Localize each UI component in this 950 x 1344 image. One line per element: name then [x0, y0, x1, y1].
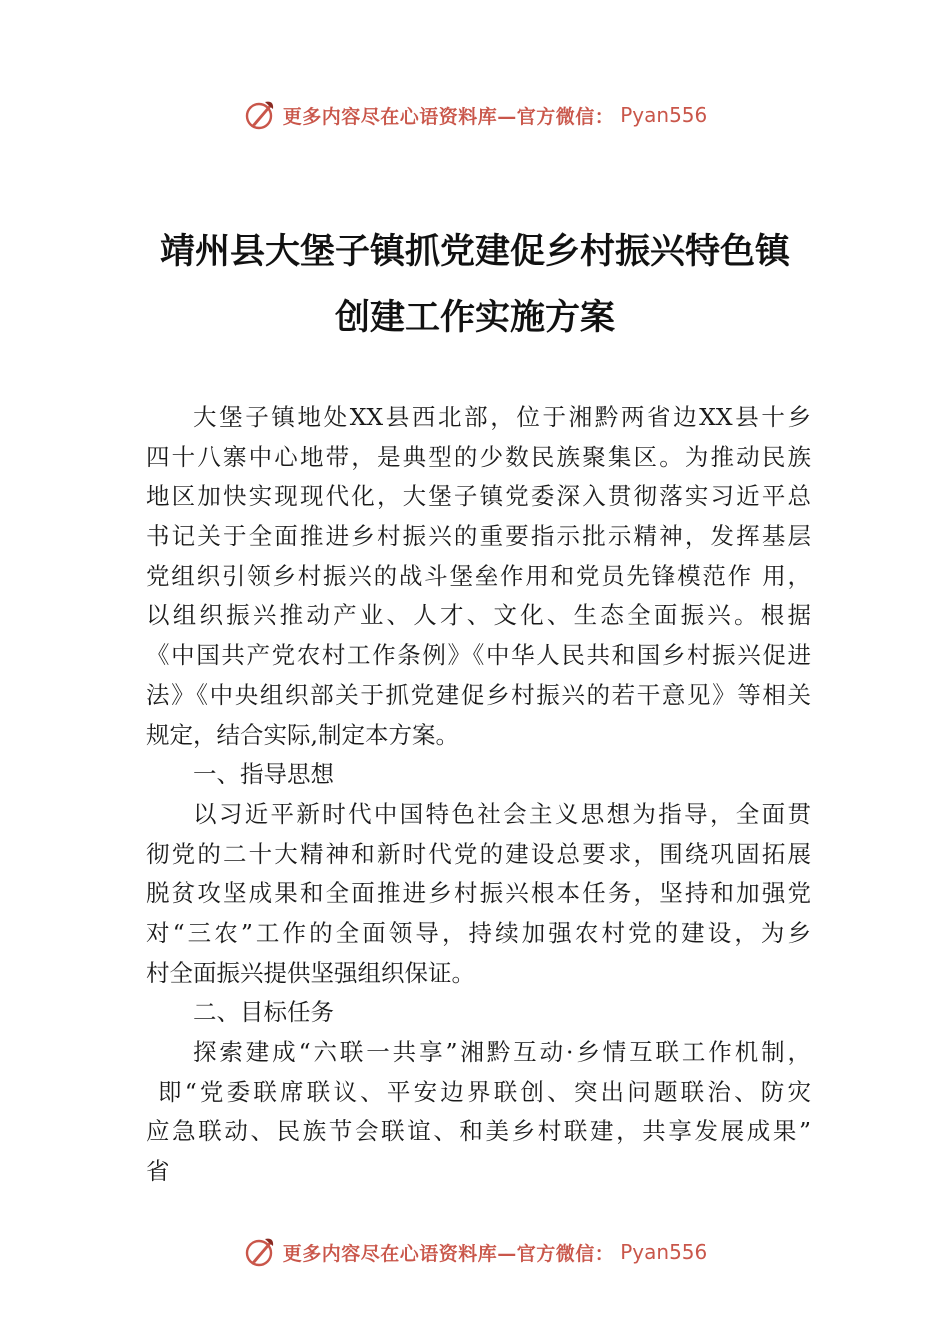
- body-line: 对“三农”工作的全面领导，持续加强农村党的建设，为乡: [146, 918, 811, 947]
- watermark-footer: [0, 1232, 950, 1272]
- body-line: 书记关于全面推进乡村振兴的重要指示批示精神，发挥基层: [146, 522, 811, 551]
- body-line: 地区加快实现现代化，大堡子镇党委深入贯彻落实习近平总: [146, 482, 811, 511]
- watermark-wechat-id: Pyan556: [620, 103, 708, 127]
- body-line: 《中国共产党农村工作条例》《中华人民共和国乡村振兴促进: [146, 641, 811, 670]
- section-heading-guiding-ideology: 一、指导思想: [193, 760, 334, 789]
- body-line: 大堡子镇地处XX县西北部，位于湘黔两省边XX县十乡: [193, 403, 811, 431]
- body-line: 四十八寨中心地带，是典型的少数民族聚集区。为推动民族: [146, 442, 811, 471]
- body-line: 省: [146, 1157, 170, 1186]
- quill-logo-icon: [243, 1235, 277, 1269]
- body-line: 村全面振兴提供坚强组织保证。: [146, 958, 475, 987]
- watermark-header: [0, 95, 950, 135]
- section-heading-goals-tasks: 二、目标任务: [193, 998, 334, 1027]
- document-title-line-1: 靖州县大堡子镇抓党建促乡村振兴特色镇: [159, 231, 790, 272]
- watermark-text: 更多内容尽在心语资料库—官方微信：: [282, 1242, 615, 1265]
- body-line: 探索建成“六联一共享”湘黔互动·乡情互联工作机制，: [193, 1038, 811, 1066]
- body-line: 彻党的二十大精神和新时代党的建设总要求，围绕巩固拓展: [146, 839, 811, 868]
- quill-logo-icon: [243, 98, 277, 132]
- body-line: 党组织引领乡村振兴的战斗堡垒作用和党员先锋模范作 用，: [146, 561, 811, 590]
- body-line: 规定，结合实际,制定本方案。: [146, 720, 459, 749]
- body-line: 应急联动、民族节会联谊、和美乡村联建，共享发展成果”: [146, 1117, 811, 1146]
- watermark-text: 更多内容尽在心语资料库—官方微信：: [282, 105, 615, 128]
- body-line: 以组织振兴推动产业、人才、文化、生态全面振兴。根据: [146, 601, 811, 630]
- body-line: 即“党委联席联议、平安边界联创、突出问题联治、防灾: [158, 1077, 811, 1106]
- body-line: 法》《中央组织部关于抓党建促乡村振兴的若干意见》等相关: [146, 680, 811, 709]
- document-title-line-2: 创建工作实施方案: [334, 297, 615, 338]
- body-line: 脱贫攻坚成果和全面推进乡村振兴根本任务，坚持和加强党: [146, 879, 811, 908]
- body-line: 以习近平新时代中国特色社会主义思想为指导，全面贯: [193, 799, 811, 828]
- watermark-wechat-id: Pyan556: [620, 1240, 708, 1264]
- document-body: [146, 398, 811, 1192]
